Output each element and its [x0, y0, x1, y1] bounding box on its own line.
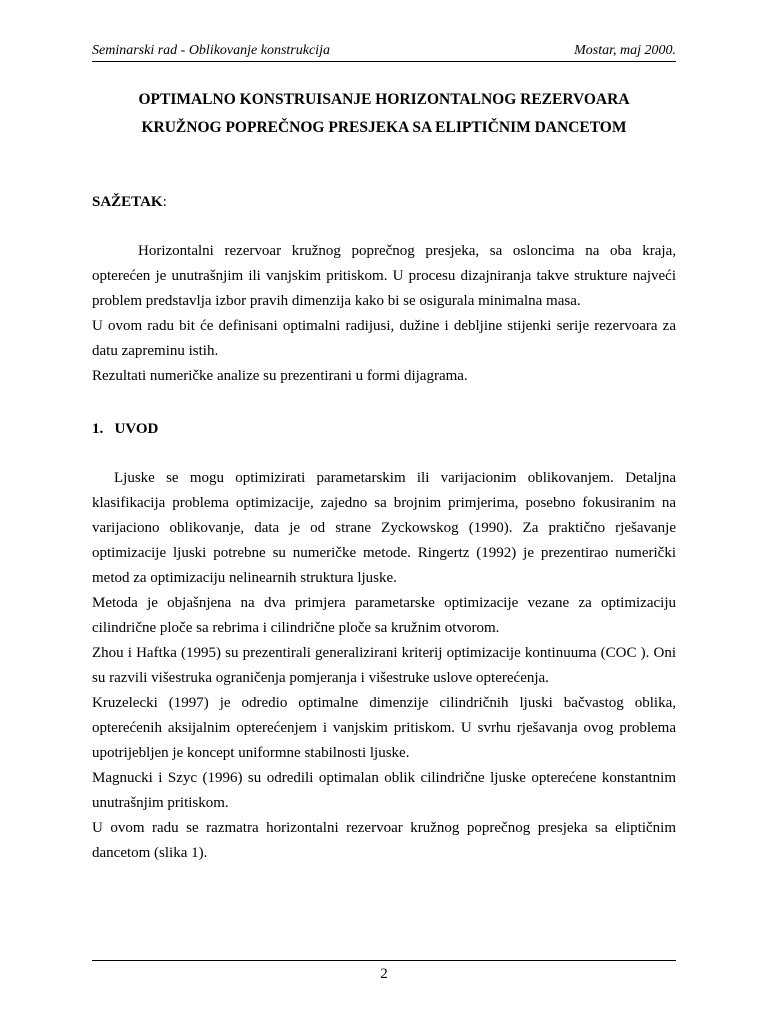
document-title	[92, 86, 676, 142]
abstract-paragraph: Horizontalni rezervoar kružnog poprečnog presjeka, sa osloncima na oba kraja, opterećen je unutrašnjim ili vanjskim pritiskom. U procesu dizajniranja takve strukture najveći problem predstavlja izbor pravih dimenzija kako bi se osigurala minimalna masa.	[92, 243, 676, 309]
section-body	[92, 466, 676, 866]
abstract-paragraph: U ovom radu bit će definisani optimalni radijusi, dužine i debljine stijenki serije rezervoara za datu zapreminu istih.	[92, 318, 676, 359]
abstract-body	[92, 239, 676, 389]
section-paragraph: Kruzelecki (1997) je odredio optimalne dimenzije cilindričnih ljuski bačvastog oblika, opterećenih aksijalnim opterećenjem i vanjskim pritiskom. U svrhu rješavanja ovog problema upotrijebljen je koncept uniformne stabilnosti ljuske.	[92, 695, 676, 761]
abstract-paragraph: Rezultati numeričke analize su prezentirani u formi dijagrama.	[92, 368, 468, 384]
abstract-heading-colon: :	[162, 194, 167, 210]
footer-rule	[92, 960, 676, 961]
header-title: Seminarski rad - Oblikovanje konstrukcija	[92, 43, 330, 58]
header-place-date: Mostar, maj 2000.	[574, 43, 676, 58]
section-paragraph: Ljuske se mogu optimizirati parametarskim ili varijacionim oblikovanjem. Detaljna klasifikacija problema optimizacije, zajedno sa brojnim primjerima, posebno fokusiranim na varijaciono oblikovanje, data je od strane Zyckowskog (1990). Za praktično rješavanje optimizacije ljuski potrebne su numeričke metode. Ringertz (1992) je prezentirao numerički metod za optimizaciju nelinearnih struktura ljuske.	[92, 470, 676, 586]
section-heading: 1. UVOD	[92, 421, 159, 437]
abstract-heading	[92, 192, 167, 212]
section-paragraph: Magnucki i Szyc (1996) su odredili optimalan oblik cilindrične ljuske opterećene konstantnim unutrašnjim pritiskom.	[92, 770, 676, 811]
abstract-heading-text: SAŽETAK	[92, 194, 163, 210]
section-paragraph: U ovom radu se razmatra horizontalni rezervoar kružnog poprečnog presjeka sa eliptičnim dancetom (slika 1).	[92, 820, 676, 861]
page-number: 2	[380, 966, 388, 982]
title-line-2: KRUŽNOG POPREČNOG PRESJEKA SA ELIPTIČNIM DANCETOM	[141, 119, 627, 136]
running-header	[92, 42, 676, 62]
section-paragraph: Zhou i Haftka (1995) su prezentirali generalizirani kriterij optimizacije kontinuuma (COC ). Oni su razvili višestruka ograničenja pomjeranja i višestruke uslove opterećenja.	[92, 645, 676, 686]
title-line-1: OPTIMALNO KONSTRUISANJE HORIZONTALNOG REZERVOARA	[138, 91, 630, 108]
section-paragraph: Metoda je objašnjena na dva primjera parametarske optimizacije vezane za optimizaciju cilindrične ploče sa rebrima i cilindrične ploče sa kružnim otvorom.	[92, 595, 676, 636]
